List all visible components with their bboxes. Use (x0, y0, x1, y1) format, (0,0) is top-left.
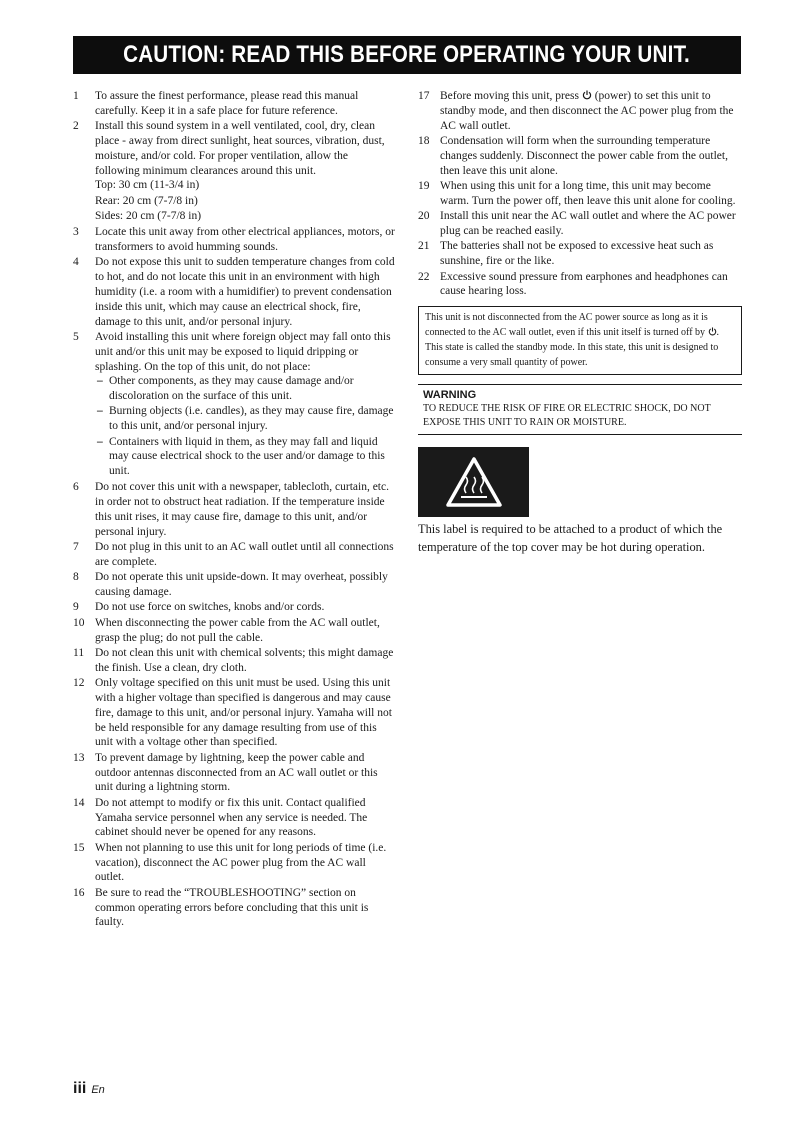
item-text: To assure the finest performance, please read this manual carefully. Keep it in a safe place for future reference. (95, 90, 359, 117)
list-item (73, 616, 395, 646)
list-item (418, 179, 742, 209)
sub-item-text: Burning objects (i.e. candles), as they may cause fire, damage to this unit, and/or personal injury. (109, 405, 394, 433)
sub-item (95, 435, 395, 479)
item-text: Before moving this unit, press (440, 90, 582, 102)
item-text: Excessive sound pressure from earphones and headphones can cause hearing loss. (440, 270, 728, 298)
caution-list-right (418, 89, 742, 299)
list-item (73, 751, 395, 795)
right-column (418, 89, 742, 556)
item-number: 12 (73, 677, 85, 690)
list-item (73, 646, 395, 676)
list-item (73, 89, 395, 119)
page-number: iii (73, 1080, 87, 1097)
clearance-sides: Sides: 20 cm (7-7/8 in) (95, 210, 202, 223)
item-number: 19 (418, 179, 430, 192)
item-text: Do not operate this unit upside-down. It may overheat, possibly causing damage. (95, 571, 388, 599)
clearance-rear: Rear: 20 cm (7-7/8 in) (95, 194, 198, 207)
caution-list-left (73, 89, 395, 930)
item-text: Avoid installing this unit where foreign object may fall onto this unit and/or this unit may be exposed to liquid dripping or splashing. On the top of this unit, do not place: (95, 330, 391, 373)
hot-label-caption: This label is required to be attached to a product of which the temperature of the top cover may be hot during operation. (418, 522, 723, 554)
list-item (418, 270, 742, 300)
item-text: When using this unit for a long time, this unit may become warm. Turn the power off, then leave this unit alone for cooling. (440, 179, 736, 207)
list-item (73, 676, 395, 750)
page-footer (73, 1080, 105, 1098)
hot-surface-warning-icon (444, 455, 504, 509)
item-number: 17 (418, 90, 430, 102)
standby-note-box (418, 306, 742, 375)
list-item (73, 540, 395, 570)
left-column (73, 89, 395, 931)
item-text: Do not plug in this unit to an AC wall outlet until all connections are complete. (95, 541, 394, 568)
item-number: 10 (73, 616, 85, 629)
item-text: Do not clean this unit with chemical solvents; this might damage the finish. Use a clean, dry cloth. (95, 646, 394, 674)
language-code: En (91, 1084, 105, 1096)
list-item (73, 255, 395, 329)
item-text: When disconnecting the power cable from the AC wall outlet, grasp the plug; do not pull the cable. (95, 616, 380, 644)
list-item (418, 239, 742, 269)
item-number: 1 (73, 90, 79, 102)
item-text: When not planning to use this unit for long periods of time (i.e. vacation), disconnect the AC power plug from the AC wall outlet. (95, 841, 387, 884)
list-item (73, 841, 395, 885)
item-number: 7 (73, 541, 79, 554)
item-number: 4 (73, 256, 79, 269)
standby-note-text: . This state is called the standby mode. In this state, this unit is designed to consume a very small quantity of power. (425, 327, 720, 369)
list-item (73, 480, 395, 539)
item-text: Only voltage specified on this unit must be used. Using this unit with a higher voltage than specified is dangerous and may cause fire, damage to this unit, and/or personal injury. Yamaha will not be held responsible for any damage resulting from use of this unit with a voltage other than specified. (95, 677, 392, 749)
item-number: 15 (73, 841, 85, 854)
list-item (73, 886, 395, 930)
item-number: 22 (418, 270, 430, 283)
list-item (73, 570, 395, 600)
item-text: Do not expose this unit to sudden temperature changes from cold to hot, and do not locate this unit in an environment with high humidity (i.e. a room with a humidifier) to prevent condensation inside this unit, which may cause an electrical shock, fire, damage to this unit, and/or personal injury. (95, 256, 395, 328)
item-number: 13 (73, 751, 85, 764)
item-number: 3 (73, 226, 79, 239)
power-icon (582, 90, 592, 100)
item-text: (power) to set this unit to standby mode, and then disconnect the AC power plug from the AC wall outlet. (440, 90, 734, 132)
item-number: 9 (73, 601, 79, 614)
list-item (418, 209, 742, 239)
item-text: To prevent damage by lightning, keep the power cable and outdoor antennas disconnected from an AC wall outlet or this unit during a lightning storm. (95, 751, 378, 794)
item-text: Install this sound system in a well ventilated, cool, dry, clean place - away from direct sunlight, heat sources, vibration, dust, moisture, and/or cold. For proper ventilation, allow the following minimum clearances around this unit. (95, 120, 385, 177)
sub-item (95, 404, 395, 434)
list-item (73, 796, 395, 840)
caution-banner (73, 36, 741, 74)
item-number: 2 (73, 120, 79, 133)
item-number: 16 (73, 886, 85, 899)
list-item (418, 134, 742, 178)
warning-title: WARNING (423, 389, 477, 402)
list-item (418, 89, 742, 133)
item-text: Be sure to read the “TROUBLESHOOTING” section on common operating errors before concluding that this unit is faulty. (95, 886, 369, 929)
item-number: 8 (73, 571, 79, 584)
item-text: Locate this unit away from other electrical appliances, motors, or transformers to avoid humming sounds. (95, 226, 395, 253)
power-icon (708, 327, 717, 336)
item-text: Install this unit near the AC wall outlet and where the AC power plug can be reached easily. (440, 210, 736, 237)
sub-item-text: Other components, as they may cause damage and/or discoloration on the surface of this unit. (109, 375, 354, 403)
clearance-list (95, 178, 395, 224)
dash-bullet: – (97, 405, 103, 418)
item-number: 5 (73, 330, 79, 343)
list-item (73, 225, 395, 255)
item-number: 6 (73, 481, 79, 494)
sub-list (95, 374, 395, 479)
dash-bullet: – (97, 375, 103, 388)
warning-text: TO REDUCE THE RISK OF FIRE OR ELECTRIC SHOCK, DO NOT EXPOSE THIS UNIT TO RAIN OR MOISTURE. (423, 403, 711, 429)
page-title: CAUTION: READ THIS BEFORE OPERATING YOUR UNIT. (123, 41, 691, 68)
item-text: Do not attempt to modify or fix this unit. Contact qualified Yamaha service personnel when any service is needed. The cabinet should never be opened for any reasons. (95, 796, 368, 839)
warning-box (418, 384, 742, 435)
item-text: Do not cover this unit with a newspaper, tablecloth, curtain, etc. in order not to obstruct heat radiation. If the temperature inside this unit rises, it may cause fire, damage to this unit, and/or personal injury. (95, 481, 389, 538)
sub-item (95, 374, 395, 404)
dash-bullet: – (97, 435, 103, 448)
item-text: Do not use force on switches, knobs and/or cords. (95, 601, 325, 614)
list-item (73, 600, 395, 615)
sub-item-text: Containers with liquid in them, as they may fall and liquid may cause electrical shock to the user and/or damage to this unit. (109, 435, 385, 478)
item-text: The batteries shall not be exposed to excessive heat such as sunshine, fire or the like. (440, 240, 714, 268)
item-number: 20 (418, 210, 430, 223)
standby-note-text: This unit is not disconnected from the AC power source as long as it is connected to the AC wall outlet, even if this unit itself is turned off by (425, 312, 708, 339)
hot-surface-label (418, 447, 529, 517)
item-text: Condensation will form when the surrounding temperature changes suddenly. Disconnect the power cable from the outlet, then leave this unit alone. (440, 134, 728, 177)
item-number: 21 (418, 240, 430, 253)
item-number: 14 (73, 796, 85, 809)
list-item (73, 119, 395, 224)
clearance-top: Top: 30 cm (11-3/4 in) (95, 179, 200, 192)
list-item (73, 330, 395, 480)
item-number: 11 (73, 646, 85, 659)
item-number: 18 (418, 134, 430, 147)
